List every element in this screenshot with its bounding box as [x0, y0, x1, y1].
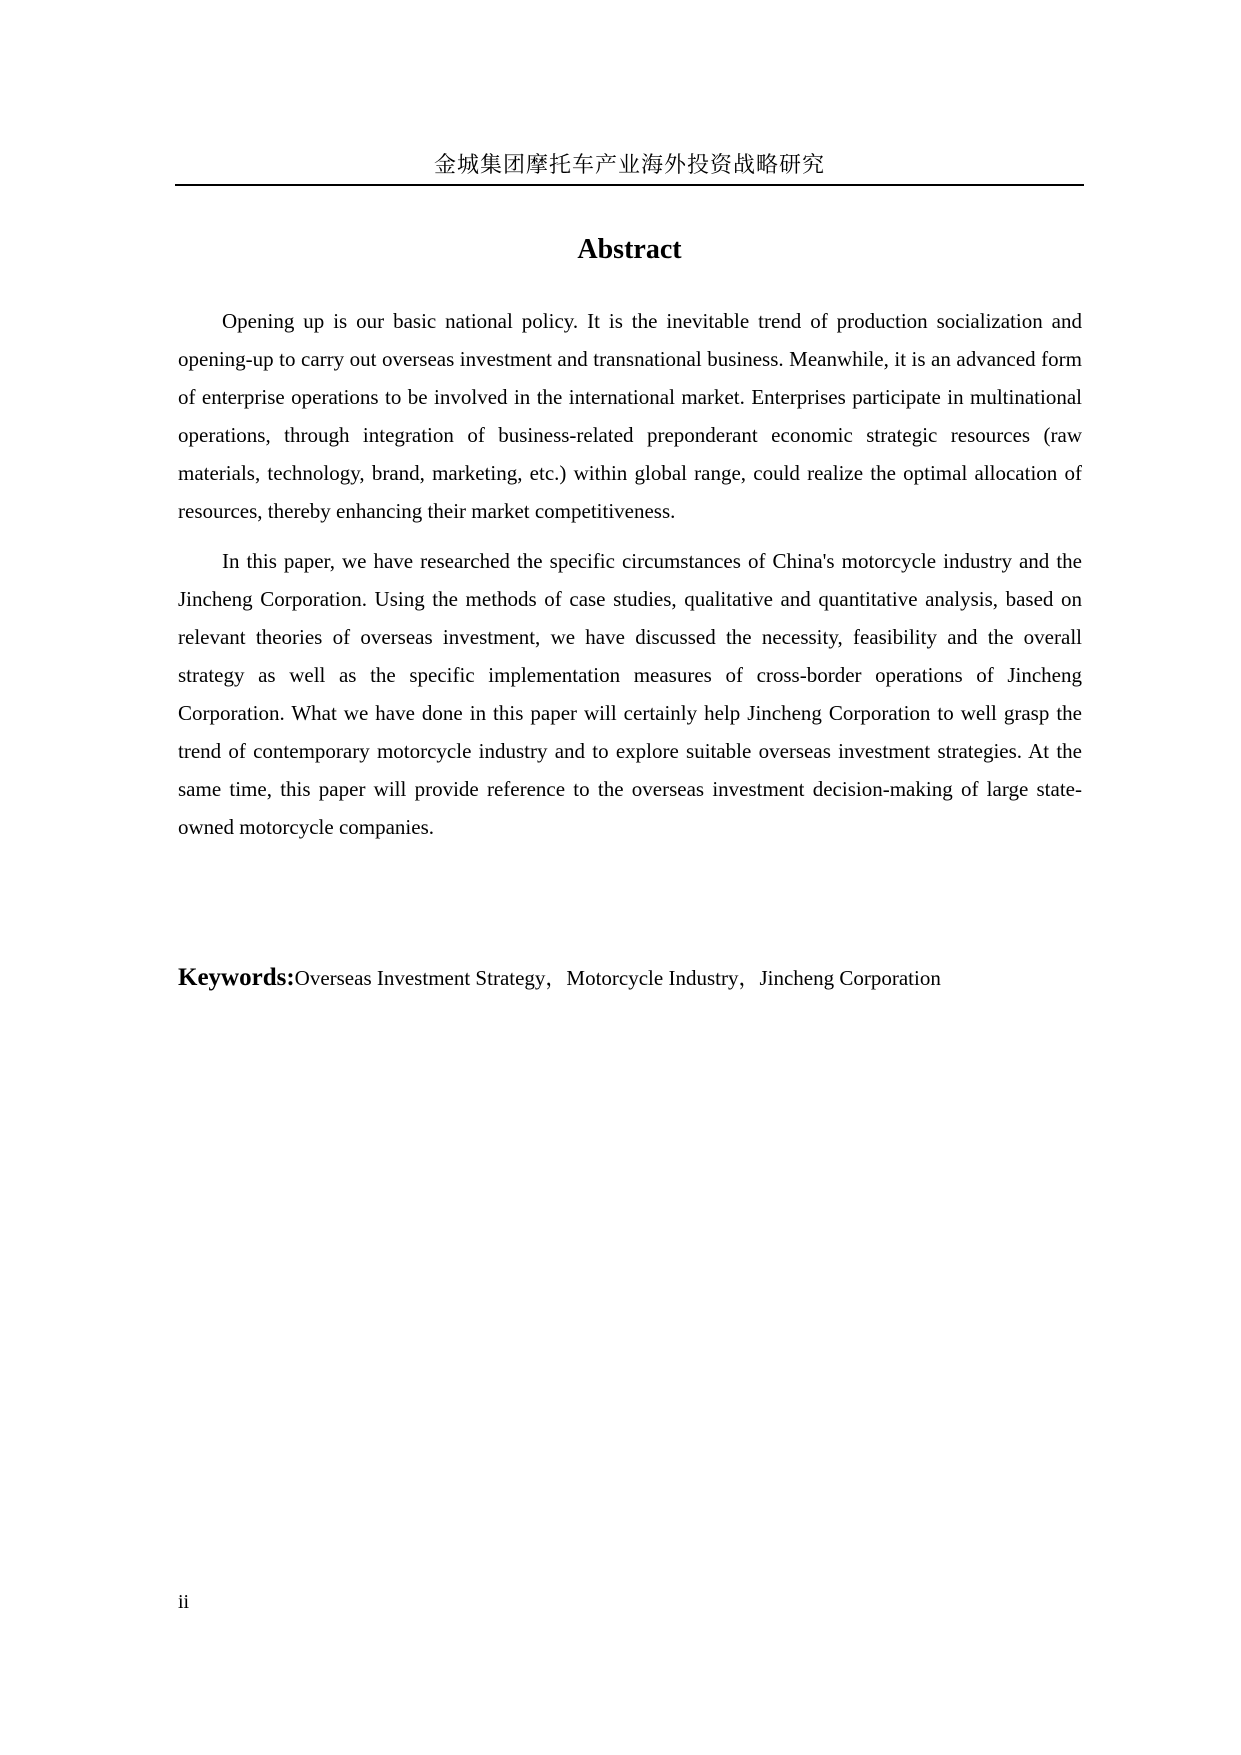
keywords-label: Keywords: — [178, 964, 295, 991]
keywords-line — [178, 960, 1082, 996]
keywords-text: Overseas Investment Strategy，Motorcycle Industry，Jincheng Corporation — [294, 966, 941, 990]
abstract-heading: Abstract — [577, 234, 682, 265]
abstract-body — [178, 302, 1082, 858]
running-header-title: 金城集团摩托车产业海外投资战略研究 — [433, 152, 825, 177]
abstract-paragraph-1: Opening up is our basic national policy. It is the inevitable trend of production socialization and opening-up to carry out overseas investment and transnational business. Meanwhile, it is an advanced form of enterprise operations to be involved in the international market. Enterprises participate in multinational operations, through integration of business-related preponderant economic strategic resources (raw materials, technology, brand, marketing, etc.) within global range, could realize the optimal allocation of resources, thereby enhancing their market competitiveness. — [178, 309, 1082, 523]
abstract-paragraph-2: In this paper, we have researched the specific circumstances of China's motorcycle industry and the Jincheng Corporation. Using the methods of case studies, qualitative and quantitative analysis, based on relevant theories of overseas investment, we have discussed the necessity, feasibility and the overall strategy as well as the specific implementation measures of cross-border operations of Jincheng Corporation. What we have done in this paper will certainly help Jincheng Corporation to well grasp the trend of contemporary motorcycle industry and to explore suitable overseas investment strategies. At the same time, this paper will provide reference to the overseas investment decision-making of large state-owned motorcycle companies. — [178, 549, 1082, 839]
header-divider — [175, 184, 1084, 186]
page-number: ii — [178, 1591, 190, 1613]
